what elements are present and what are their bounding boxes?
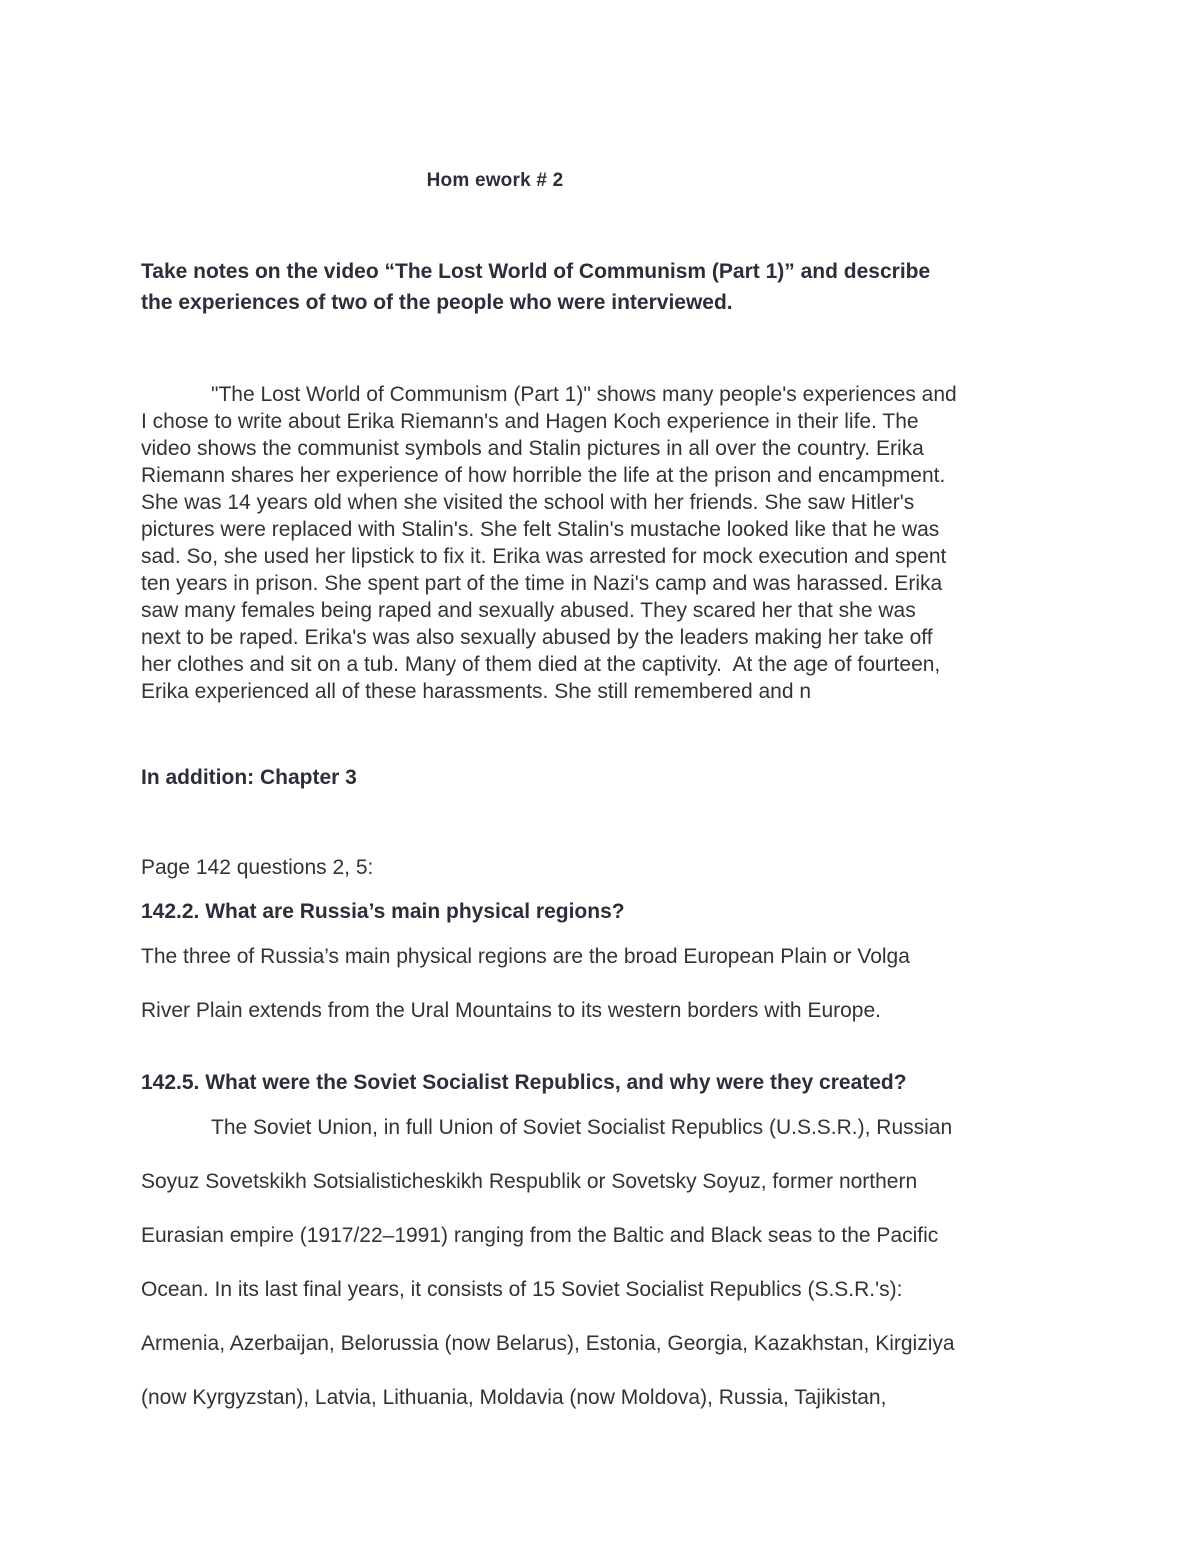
essay-line: She was 14 years old when she visited the school with her friends. She saw Hitler's bbox=[141, 491, 915, 514]
question-heading: 142.2. What are Russia’s main physical regions? bbox=[141, 900, 625, 923]
essay-line: "The Lost World of Communism (Part 1)" shows many people's experiences and bbox=[211, 383, 957, 406]
question-answer bbox=[141, 930, 1081, 1038]
question-answer bbox=[141, 1101, 1081, 1425]
prompt-line: Take notes on the video “The Lost World of Communism (Part 1)” and describe bbox=[141, 260, 931, 283]
answer-line: Ocean. In its last final years, it consists of 15 Soviet Socialist Republics (S.S.R.'s): bbox=[141, 1278, 903, 1301]
answer-line: The Soviet Union, in full Union of Soviet Socialist Republics (U.S.S.R.), Russian bbox=[211, 1116, 953, 1139]
addition-heading: In addition: Chapter 3 bbox=[141, 766, 357, 789]
document-title: Hom ework # 2 bbox=[426, 170, 564, 191]
assignment-prompt bbox=[141, 256, 1061, 318]
essay-line: sad. So, she used her lipstick to fix it. Erika was arrested for mock execution and spent bbox=[141, 545, 947, 568]
essay-paragraph bbox=[141, 381, 1081, 705]
essay-line: next to be raped. Erika's was also sexually abused by the leaders making her take off bbox=[141, 626, 933, 649]
question-heading: 142.5. What were the Soviet Socialist Republics, and why were they created? bbox=[141, 1071, 907, 1094]
essay-line: Riemann shares her experience of how horrible the life at the prison and encampment. bbox=[141, 464, 946, 487]
prompt-line: the experiences of two of the people who were interviewed. bbox=[141, 291, 733, 314]
essay-line: her clothes and sit on a tub. Many of them died at the captivity. At the age of fourteen, bbox=[141, 653, 941, 676]
essay-line: ten years in prison. She spent part of the time in Nazi's camp and was harassed. Erika bbox=[141, 572, 943, 595]
answer-line: River Plain extends from the Ural Mountains to its western borders with Europe. bbox=[141, 999, 881, 1022]
essay-line: saw many females being raped and sexually abused. They scared her that she was bbox=[141, 599, 916, 622]
answer-line: The three of Russia’s main physical regions are the broad European Plain or Volga bbox=[141, 945, 910, 968]
essay-line: Erika experienced all of these harassments. She still remembered and n bbox=[141, 680, 812, 703]
answer-line: Armenia, Azerbaijan, Belorussia (now Belarus), Estonia, Georgia, Kazakhstan, Kirgiziya bbox=[141, 1332, 955, 1355]
answer-line: Soyuz Sovetskikh Sotsialisticheskikh Respublik or Sovetsky Soyuz, former northern bbox=[141, 1170, 918, 1193]
essay-line: pictures were replaced with Stalin's. She felt Stalin's mustache looked like that he was bbox=[141, 518, 940, 541]
page-questions-label: Page 142 questions 2, 5: bbox=[141, 856, 374, 879]
essay-line: I chose to write about Erika Riemann's and Hagen Koch experience in their life. The bbox=[141, 410, 919, 433]
answer-line: Eurasian empire (1917/22–1991) ranging from the Baltic and Black seas to the Pacific bbox=[141, 1224, 939, 1247]
answer-line: (now Kyrgyzstan), Latvia, Lithuania, Moldavia (now Moldova), Russia, Tajikistan, bbox=[141, 1386, 887, 1409]
essay-line: video shows the communist symbols and Stalin pictures in all over the country. Erika bbox=[141, 437, 924, 460]
